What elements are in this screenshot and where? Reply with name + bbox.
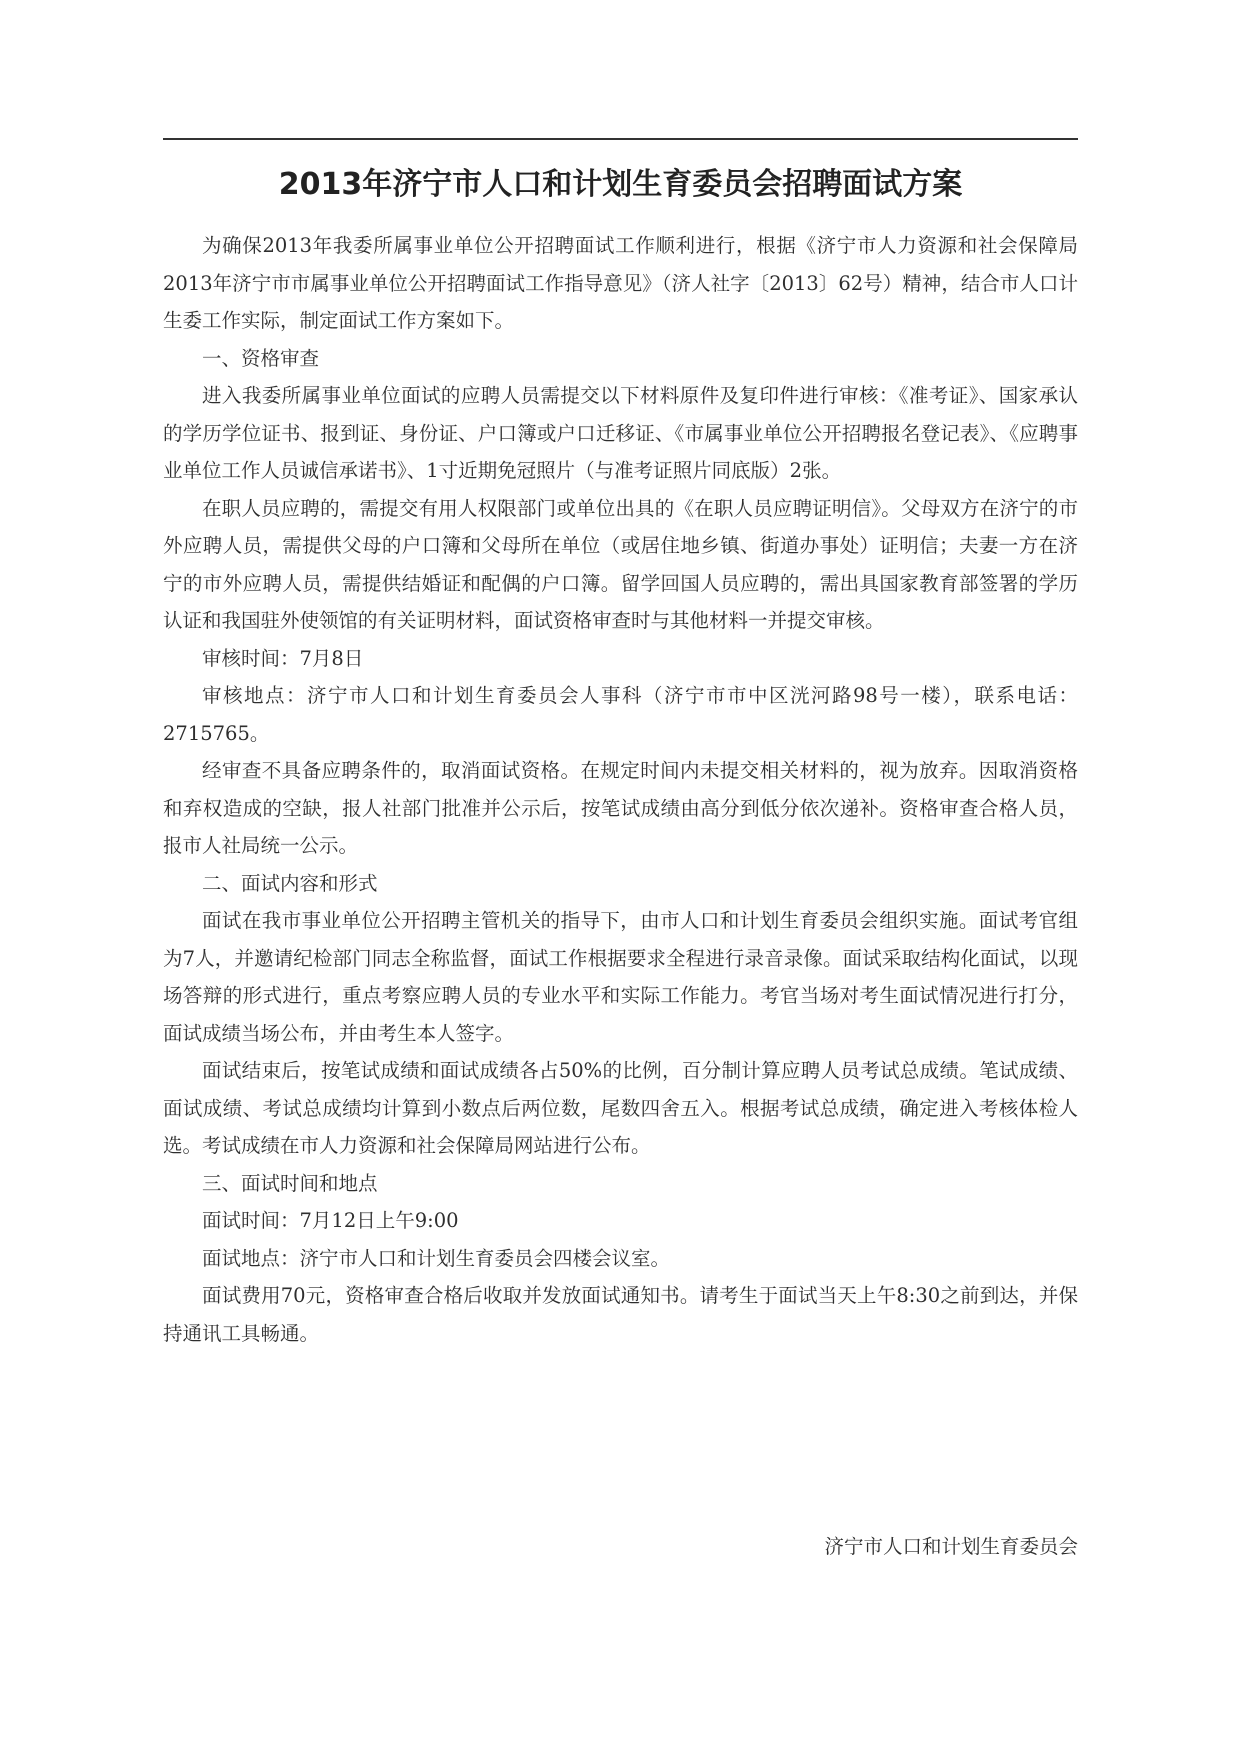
document-body bbox=[163, 227, 1078, 1352]
paragraph-disqualification: 经审查不具备应聘条件的，取消面试资格。在规定时间内未提交相关材料的，视为放弃。因取消资格和弃权造成的空缺，报人社部门批准并公示后，按笔试成绩由高分到低分依次递补。资格审查合格人员，报市人社局统一公示。 bbox=[163, 759, 1078, 857]
paragraph-required-materials: 进入我委所属事业单位面试的应聘人员需提交以下材料原件及复印件进行审核：《准考证》、国家承认的学历学位证书、报到证、身份证、户口簿或户口迁移证、《市属事业单位公开招聘报名登记表》、《应聘事业单位工作人员诚信承诺书》、1寸近期免冠照片（与准考证照片同底版）2张。 bbox=[163, 384, 1078, 482]
paragraph-score-calculation: 面试结束后，按笔试成绩和面试成绩各占50%的比例，百分制计算应聘人员考试总成绩。笔试成绩、面试成绩、考试总成绩均计算到小数点后两位数，尾数四舍五入。根据考试总成绩，确定进入考核体检人选。考试成绩在市人力资源和社会保障局网站进行公布。 bbox=[163, 1059, 1078, 1157]
issuer-signature: 济宁市人口和计划生育委员会 bbox=[824, 1535, 1078, 1558]
section-heading-qualification: 一、资格审查 bbox=[202, 346, 320, 370]
document-title: 2013年济宁市人口和计划生育委员会招聘面试方案 bbox=[278, 167, 963, 202]
paragraph-interview-time: 面试时间：7月12日上午9:00 bbox=[202, 1209, 459, 1232]
paragraph-interview-format: 面试在我市事业单位公开招聘主管机关的指导下，由市人口和计划生育委员会组织实施。面试考官组为7人，并邀请纪检部门同志全称监督，面试工作根据要求全程进行录音录像。面试采取结构化面试，以现场答辩的形式进行，重点考察应聘人员的专业水平和实际工作能力。考官当场对考生面试情况进行打分，面试成绩当场公布，并由考生本人签字。 bbox=[163, 909, 1078, 1045]
paragraph-review-time: 审核时间：7月8日 bbox=[202, 646, 364, 670]
section-heading-interview-content: 二、面试内容和形式 bbox=[202, 871, 378, 895]
header-rule bbox=[163, 138, 1078, 140]
paragraph-review-location: 审核地点：济宁市人口和计划生育委员会人事科（济宁市市中区洸河路98号一楼），联系电话：2715765。 bbox=[163, 684, 1078, 745]
section-heading-interview-time-place: 三、面试时间和地点 bbox=[202, 1171, 378, 1195]
intro-paragraph: 为确保2013年我委所属事业单位公开招聘面试工作顺利进行，根据《济宁市人力资源和社会保障局2013年济宁市市属事业单位公开招聘面试工作指导意见》（济人社字〔2013〕62号）精神，结合市人口计生委工作实际，制定面试工作方案如下。 bbox=[163, 234, 1078, 332]
paragraph-employed-applicants: 在职人员应聘的，需提交有用人权限部门或单位出具的《在职人员应聘证明信》。父母双方在济宁的市外应聘人员，需提供父母的户口簿和父母所在单位（或居住地乡镇、街道办事处）证明信；夫妻一方在济宁的市外应聘人员，需提供结婚证和配偶的户口簿。留学回国人员应聘的，需出具国家教育部签署的学历认证和我国驻外使领馆的有关证明材料，面试资格审查时与其他材料一并提交审核。 bbox=[163, 496, 1078, 632]
paragraph-interview-location: 面试地点：济宁市人口和计划生育委员会四楼会议室。 bbox=[202, 1246, 671, 1270]
paragraph-interview-fee: 面试费用70元，资格审查合格后收取并发放面试通知书。请考生于面试当天上午8:30之前到达，并保持通讯工具畅通。 bbox=[163, 1284, 1078, 1345]
